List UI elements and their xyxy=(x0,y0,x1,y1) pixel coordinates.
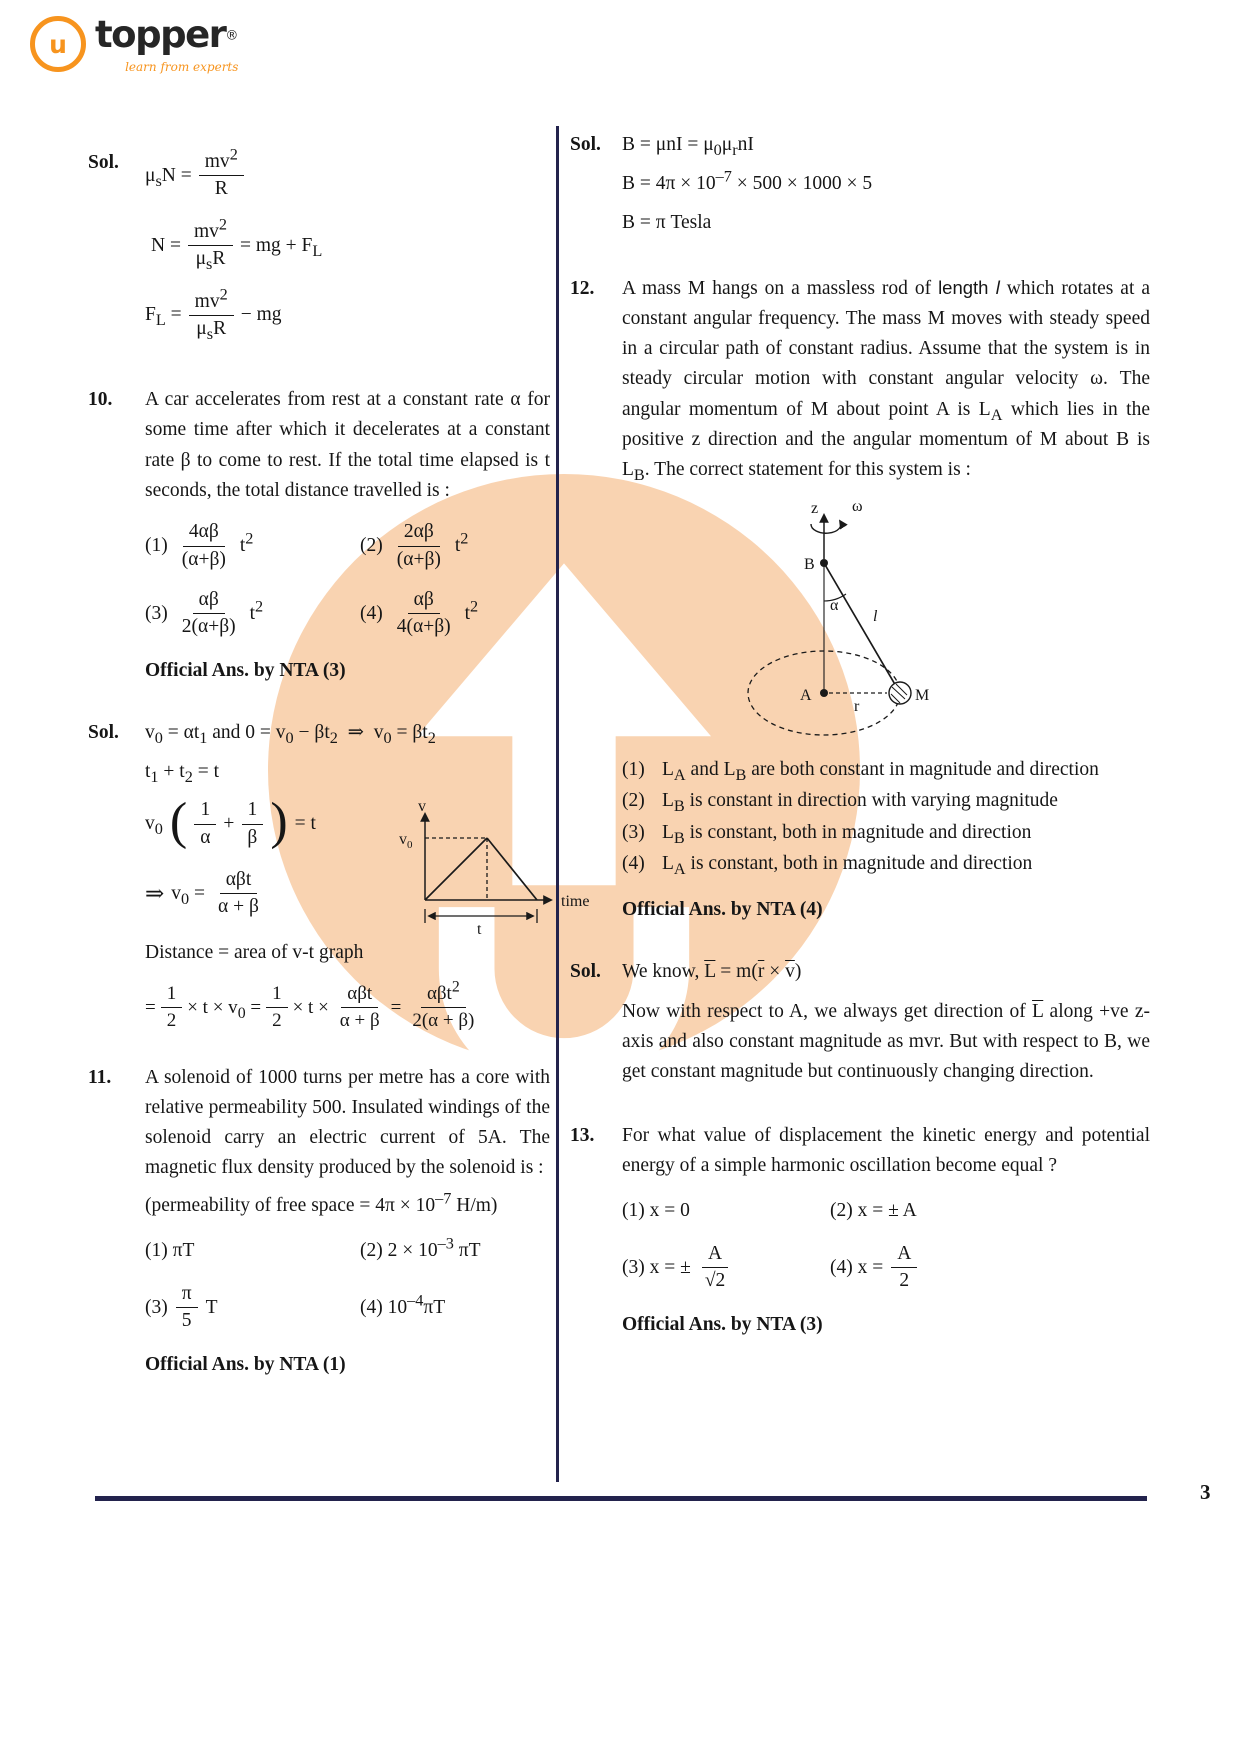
option-4 xyxy=(360,588,550,640)
option-3 xyxy=(622,1242,830,1294)
math-text: $F_L$ = xyxy=(145,304,182,330)
frac-num: 1 xyxy=(242,798,264,824)
frac-den: α + β xyxy=(339,1009,380,1031)
frac-num: 1 xyxy=(161,982,183,1008)
diagram-z-label: z xyxy=(811,500,819,518)
options xyxy=(145,520,550,640)
option-text: $L_A$ is constant, both in magnitude and direction xyxy=(662,852,1033,878)
right-column xyxy=(570,130,1150,1372)
fraction xyxy=(266,982,288,1033)
diagram-length-label: l xyxy=(873,608,878,626)
option-label: (4) xyxy=(622,852,645,874)
option-4 xyxy=(622,849,1150,879)
math-text: − mg xyxy=(240,304,282,326)
official-answer: Official Ans. by NTA (3) xyxy=(145,659,346,681)
fraction xyxy=(189,285,234,343)
option-1 xyxy=(622,1196,830,1226)
option-label: (2) xyxy=(622,790,645,812)
solution-equation-graph-row xyxy=(145,793,590,938)
frac-den: (α+β) xyxy=(181,548,226,570)
options xyxy=(145,1236,550,1334)
math-text: $t^2$ xyxy=(239,529,254,556)
logo-text-group xyxy=(95,13,239,77)
question-note: (permeability of free space = $4\pi \times 10^{-7}$ H/m) xyxy=(145,1189,498,1217)
option-2 xyxy=(622,786,1150,816)
frac-num: $mv^2$ xyxy=(189,290,234,316)
option-label: (4) xyxy=(360,602,383,624)
fraction xyxy=(699,1242,731,1294)
option-label: (3) x = ± xyxy=(622,1256,691,1278)
math-text: T xyxy=(205,1296,218,1318)
fraction xyxy=(391,520,447,572)
option-4 xyxy=(360,1293,550,1323)
official-answer: Official Ans. by NTA (4) xyxy=(622,899,823,921)
option-2 xyxy=(360,1236,550,1266)
frac-num: π xyxy=(176,1282,198,1308)
question-number: 11. xyxy=(88,1066,112,1088)
frac-den: 2 xyxy=(272,1009,282,1031)
equation-distance-final xyxy=(145,978,550,1033)
frac-den: 4(α+β) xyxy=(396,616,451,638)
sol-label: Sol. xyxy=(570,134,601,155)
math-text: = xyxy=(145,996,156,1018)
option-text: (1) x = 0 xyxy=(622,1199,690,1221)
option-text: (1) πT xyxy=(145,1239,195,1261)
frac-den: R xyxy=(214,178,228,200)
fraction xyxy=(188,215,233,274)
frac-num: 1 xyxy=(266,982,288,1008)
math-text: = xyxy=(390,996,402,1018)
solution-line: $B = 4\pi \times 10^{-7} \times 500 \times 1000 \times 5$ xyxy=(622,167,873,195)
solution-line: $t_1 + t_2 = t$ xyxy=(145,761,220,786)
equation-v0-result xyxy=(145,868,383,920)
frac-num: A xyxy=(702,1242,728,1268)
solution-12 xyxy=(570,957,1150,1095)
option-label: (1) xyxy=(145,534,168,556)
frac-den: 2 xyxy=(899,1270,910,1292)
option-3 xyxy=(145,1282,360,1334)
option-label: (3) xyxy=(145,602,168,624)
question-text: A mass M hangs on a massless rod of length l which rotates at a constant angular frequency. The mass M moves with steady speed in a circular path of constant radius. Assume that the system is in steady circular motion with constant angular velocity ω. The angular momentum of M about point A is $L_A$ which lies in the positive z direction and the angular momentum of M about B is $L_B$. The correct statement for this system is : xyxy=(622,276,1151,484)
question-number: 12. xyxy=(570,277,595,299)
option-3 xyxy=(622,818,1150,848)
page-number: 3 xyxy=(1200,1480,1211,1504)
option-text: (4) $10^{-4}\pi T$ xyxy=(360,1291,446,1318)
frac-num: αβ xyxy=(408,588,440,614)
graph-t-label: t xyxy=(477,921,482,937)
frac-den: 2(α+β) xyxy=(181,616,236,638)
frac-den: α + β xyxy=(218,896,259,918)
frac-den: √2 xyxy=(704,1270,726,1292)
frac-den: 2 xyxy=(166,1009,177,1031)
logo-brand-text: topper xyxy=(95,13,226,56)
equation-FL xyxy=(145,285,550,343)
frac-den: (α+β) xyxy=(396,548,441,570)
sol-label: Sol. xyxy=(570,961,601,983)
diagram-B-label: B xyxy=(804,556,815,574)
official-answer: Official Ans. by NTA (1) xyxy=(145,1353,346,1375)
question-10 xyxy=(88,385,550,692)
frac-den: β xyxy=(247,826,258,848)
frac-num: αβt xyxy=(341,982,378,1008)
frac-den: $\mu_sR$ xyxy=(195,248,226,274)
frac-num: αβt xyxy=(220,868,258,894)
solution-paragraph: Now with respect to A, we always get direction of $\overline{L}$ along +ve z-axis and also constant magnitude as mvr. But with respect to B, we get constant magnitude but continuously changing direction. xyxy=(622,1000,1151,1082)
equation-v0-paren: $v_0$ ( $\frac{1}{\alpha}$ + $\frac{1}{\beta}$ ) = t xyxy=(145,793,316,851)
math-text: = t xyxy=(294,813,316,835)
options xyxy=(622,755,1150,879)
fraction xyxy=(212,868,265,920)
logo-tagline: learn from experts xyxy=(125,60,239,75)
question-text: A solenoid of 1000 turns per metre has a core with relative permeability 500. Insulated windings of the solenoid carry an electric current of 5A. The magnetic flux density produced by the solenoid is : xyxy=(145,1066,550,1179)
math-text: $\mu_sN$ = xyxy=(145,164,192,190)
math-text: × $t \times v_0$ = xyxy=(187,996,262,1022)
implies-arrow: ⇒ xyxy=(145,881,165,907)
diagram-r-label: r xyxy=(854,698,860,716)
option-3 xyxy=(145,588,360,640)
frac-num: 4αβ xyxy=(183,520,225,546)
diagram-A-label: A xyxy=(800,687,812,705)
utopper-logo xyxy=(30,13,239,77)
fraction xyxy=(161,982,183,1033)
math-text: N = xyxy=(151,234,181,256)
sol-label: Sol. xyxy=(88,152,119,173)
option-1 xyxy=(622,755,1150,785)
diagram-alpha-label: α xyxy=(830,597,839,615)
fraction xyxy=(891,1242,917,1294)
graph-v-axis-label: v xyxy=(418,798,426,816)
footer-rule xyxy=(95,1496,1147,1501)
fraction xyxy=(391,588,457,640)
question-number: 13. xyxy=(570,1125,595,1147)
fraction xyxy=(194,798,216,850)
fraction xyxy=(176,1282,198,1334)
option-text: $L_B$ is constant in direction with varying magnitude xyxy=(662,790,1058,816)
option-label: (3) xyxy=(622,821,645,843)
solution-line: Distance = area of v-t graph xyxy=(145,941,364,963)
option-text: (2) $2 \times 10^{-3}$ πT xyxy=(360,1234,481,1261)
equation-N xyxy=(151,215,550,274)
option-label: (1) xyxy=(622,759,645,781)
solution-block-prev xyxy=(88,145,550,359)
solution-11 xyxy=(570,130,1150,248)
option-label: (2) xyxy=(360,534,383,556)
fraction xyxy=(176,520,232,572)
option-4 xyxy=(830,1242,1150,1294)
diagram-omega-label: ω xyxy=(852,498,863,516)
plus-sign: + xyxy=(223,813,235,835)
option-2 xyxy=(360,520,550,572)
frac-den: 5 xyxy=(181,1310,192,1332)
question-13 xyxy=(570,1121,1150,1346)
math-text: $t^2$ xyxy=(464,597,479,624)
solution-line: $B = \mu nI = \mu_0\mu_rnI$ xyxy=(622,134,754,159)
logo-u-letter: u xyxy=(49,29,67,59)
fraction xyxy=(406,978,480,1033)
frac-den: 2(α + β) xyxy=(412,1009,475,1031)
option-text: $L_B$ is constant, both in magnitude and direction xyxy=(662,821,1032,847)
math-text: × t × xyxy=(292,996,329,1018)
graph-time-axis-label: time xyxy=(561,893,590,911)
fraction xyxy=(199,145,244,202)
fraction xyxy=(241,798,263,850)
diagram-M-label: M xyxy=(915,687,930,705)
solution-10 xyxy=(88,718,590,1037)
frac-num: αβt$^2$ xyxy=(421,982,466,1008)
question-11 xyxy=(88,1063,550,1386)
math-text: $t^2$ xyxy=(454,529,469,556)
fraction xyxy=(176,588,242,640)
math-text: $v_0$ = xyxy=(171,882,206,908)
frac-num: A xyxy=(891,1242,917,1268)
rotating-mass-diagram xyxy=(714,497,1014,745)
utopper-logo-icon xyxy=(30,16,86,72)
graph-v0-label: $v_0$ xyxy=(399,831,413,852)
frac-num: 2αβ xyxy=(398,520,440,546)
option-text: $L_A$ and $L_B$ are both constant in magnitude and direction xyxy=(662,759,1099,785)
option-1 xyxy=(145,1236,360,1266)
question-text: A car accelerates from rest at a constant rate α for some time after which it decelerates at a constant rate β to come to rest. If the total time elapsed is t seconds, the total distance travelled is : xyxy=(145,389,550,501)
sol-label: Sol. xyxy=(88,721,119,743)
option-text: (2) x = ± A xyxy=(830,1199,917,1221)
options xyxy=(622,1196,1150,1294)
frac-num: αβ xyxy=(193,588,225,614)
fraction xyxy=(334,982,386,1033)
frac-num: $mv^2$ xyxy=(188,220,233,246)
question-number: 10. xyxy=(88,389,113,411)
option-2 xyxy=(830,1196,1150,1226)
frac-num: 1 xyxy=(194,798,216,824)
option-1 xyxy=(145,520,360,572)
math-text: = mg + $F_L$ xyxy=(240,234,323,260)
solution-line: We know, $\overline{L} = m(\overline{r} \times \overline{v})$ xyxy=(622,961,802,983)
math-text: $v_0$ xyxy=(145,813,163,838)
official-answer: Official Ans. by NTA (3) xyxy=(622,1313,823,1335)
question-text: For what value of displacement the kinetic energy and potential energy of a simple harmonic oscillation become equal ? xyxy=(622,1125,1150,1177)
question-12 xyxy=(570,274,1150,932)
frac-den: $\mu_sR$ xyxy=(196,317,227,343)
option-label: (3) xyxy=(145,1296,168,1318)
frac-num: $mv^2$ xyxy=(199,150,244,176)
solution-line: $v_0 = \alpha t_1$ and $0 = v_0 - \beta t_2$ ⇒ $v_0 = \beta t_2$ xyxy=(145,721,436,747)
option-label: (4) x = xyxy=(830,1256,884,1278)
math-text: $t^2$ xyxy=(249,597,264,624)
frac-den: α xyxy=(200,826,211,848)
solution-line: B = π Tesla xyxy=(622,212,712,234)
equation-musN xyxy=(145,145,550,202)
registered-trademark: ® xyxy=(225,28,239,44)
